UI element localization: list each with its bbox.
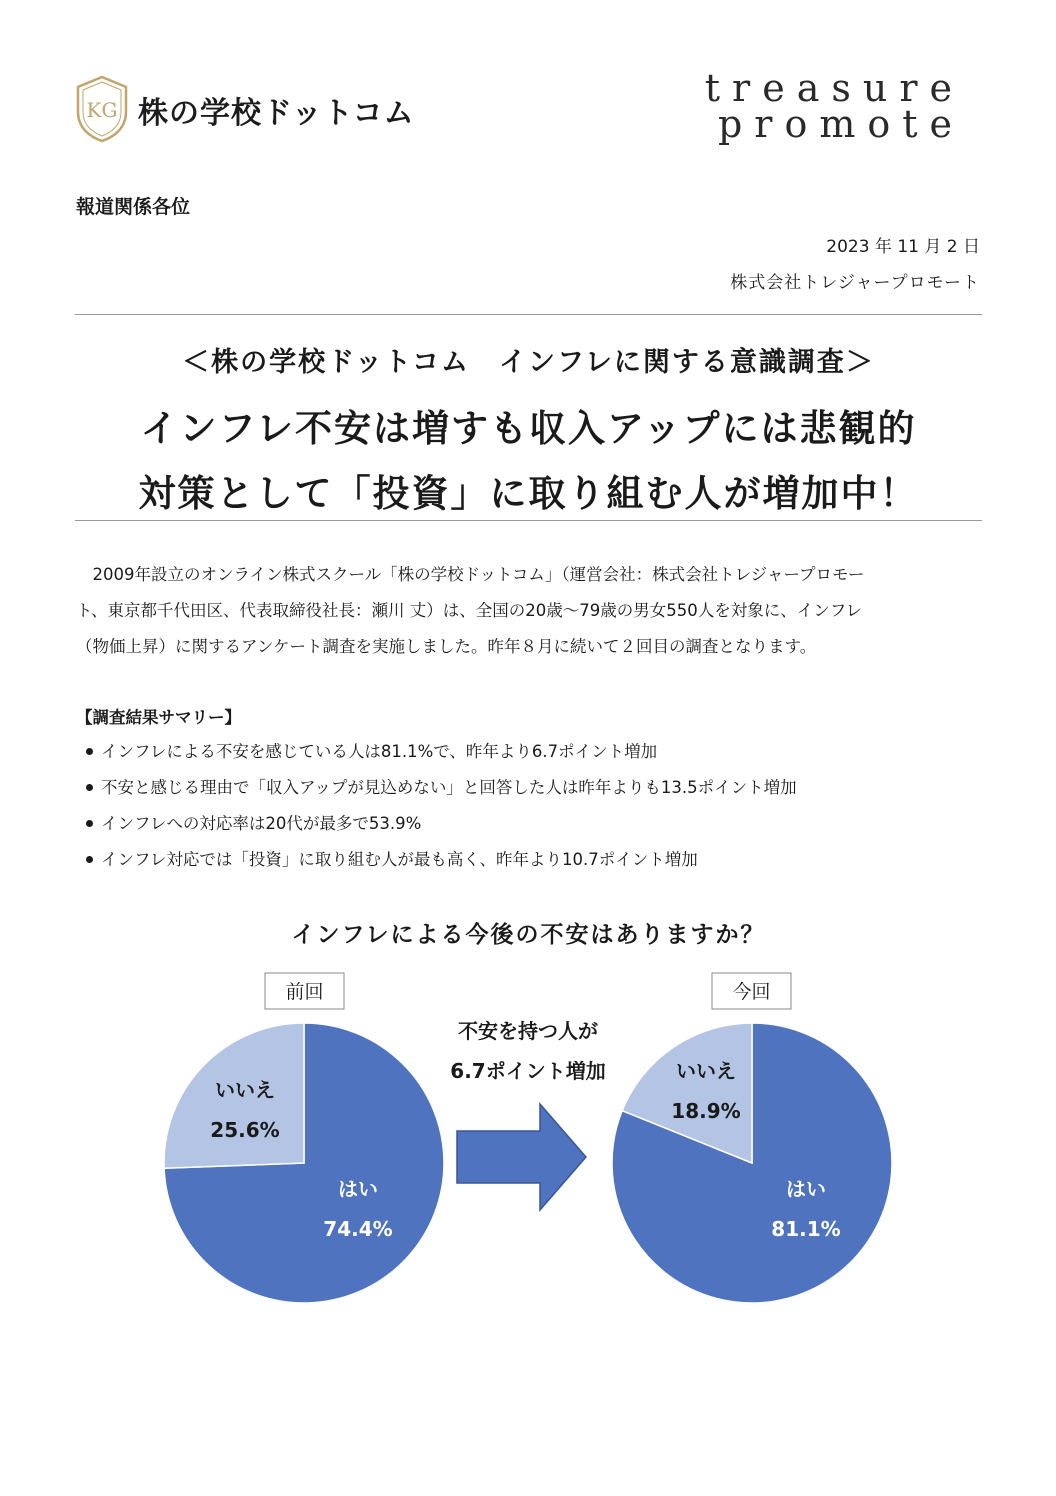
summary-item-text: インフレへの対応率は20代が最多で53.9% xyxy=(101,814,422,833)
logo-wordmark: 株の学校ドットコム xyxy=(138,96,415,131)
summary-item-text: 不安と感じる理由で「収入アップが見込めない」と回答した人は昨年よりも13.5ポイント増加 xyxy=(101,778,797,797)
intro-line: ト、東京都千代田区、代表取締役社長：瀬川 丈）は、全国の20歳〜79歳の男女550人を対象に、インフレ xyxy=(76,601,863,620)
addressee: 報道関係各位 xyxy=(76,196,191,218)
pie-slice-value-label: 25.6% xyxy=(210,1118,280,1142)
pie-label-current: 今回 xyxy=(732,981,771,1003)
logo-line-treasure: treasure xyxy=(704,66,964,110)
callout-line-2: 6.7ポイント増加 xyxy=(450,1059,606,1083)
pie-label-previous: 前回 xyxy=(285,981,324,1003)
intro-line: （物価上昇）に関するアンケート調査を実施しました。昨年８月に続いて２回目の調査となります。 xyxy=(76,637,817,656)
arrow-right-icon xyxy=(457,1104,586,1210)
summary-item-text: インフレによる不安を感じている人は81.1%で、昨年より6.7ポイント増加 xyxy=(101,742,658,761)
headline-line-1: インフレ不安は増すも収入アップには悲観的 xyxy=(140,407,917,450)
issuer-company: 株式会社トレジャープロモート xyxy=(730,273,980,293)
pie-label-box-current xyxy=(712,973,791,1009)
pie-label-box-previous xyxy=(265,973,344,1009)
intro-line: 2009年設立のオンライン株式スクール「株の学校ドットコム」（運営会社：株式会社トレジャープロモー xyxy=(76,565,865,584)
survey-subtitle: ＜株の学校ドットコム インフレに関する意識調査＞ xyxy=(182,347,875,378)
pie-slice-value-label: 18.9% xyxy=(671,1099,741,1123)
callout-line-1: 不安を持つ人が xyxy=(458,1019,598,1043)
logo-mark-text: KG xyxy=(86,98,118,122)
headline-line-2: 対策として「投資」に取り組む人が増加中！ xyxy=(138,472,919,515)
pie-slice-name-label: はい xyxy=(786,1177,826,1201)
summary-heading: 【調査結果サマリー】 xyxy=(76,708,241,727)
logo-line-promote: promote xyxy=(717,102,964,146)
pie-slice-name-label: いいえ xyxy=(215,1078,275,1102)
pie-slice-value-label: 74.4% xyxy=(323,1217,393,1241)
pie-slice-name-label: はい xyxy=(338,1177,378,1201)
release-date: 2023 年 11 月 2 日 xyxy=(826,237,980,257)
chart-title: インフレによる今後の不安はありますか？ xyxy=(291,922,766,948)
pie-slice-value-label: 81.1% xyxy=(771,1217,841,1241)
pie-slice-name-label: いいえ xyxy=(676,1059,736,1083)
summary-item-text: インフレ対応では「投資」に取り組む人が最も高く、昨年より10.7ポイント増加 xyxy=(101,850,698,869)
